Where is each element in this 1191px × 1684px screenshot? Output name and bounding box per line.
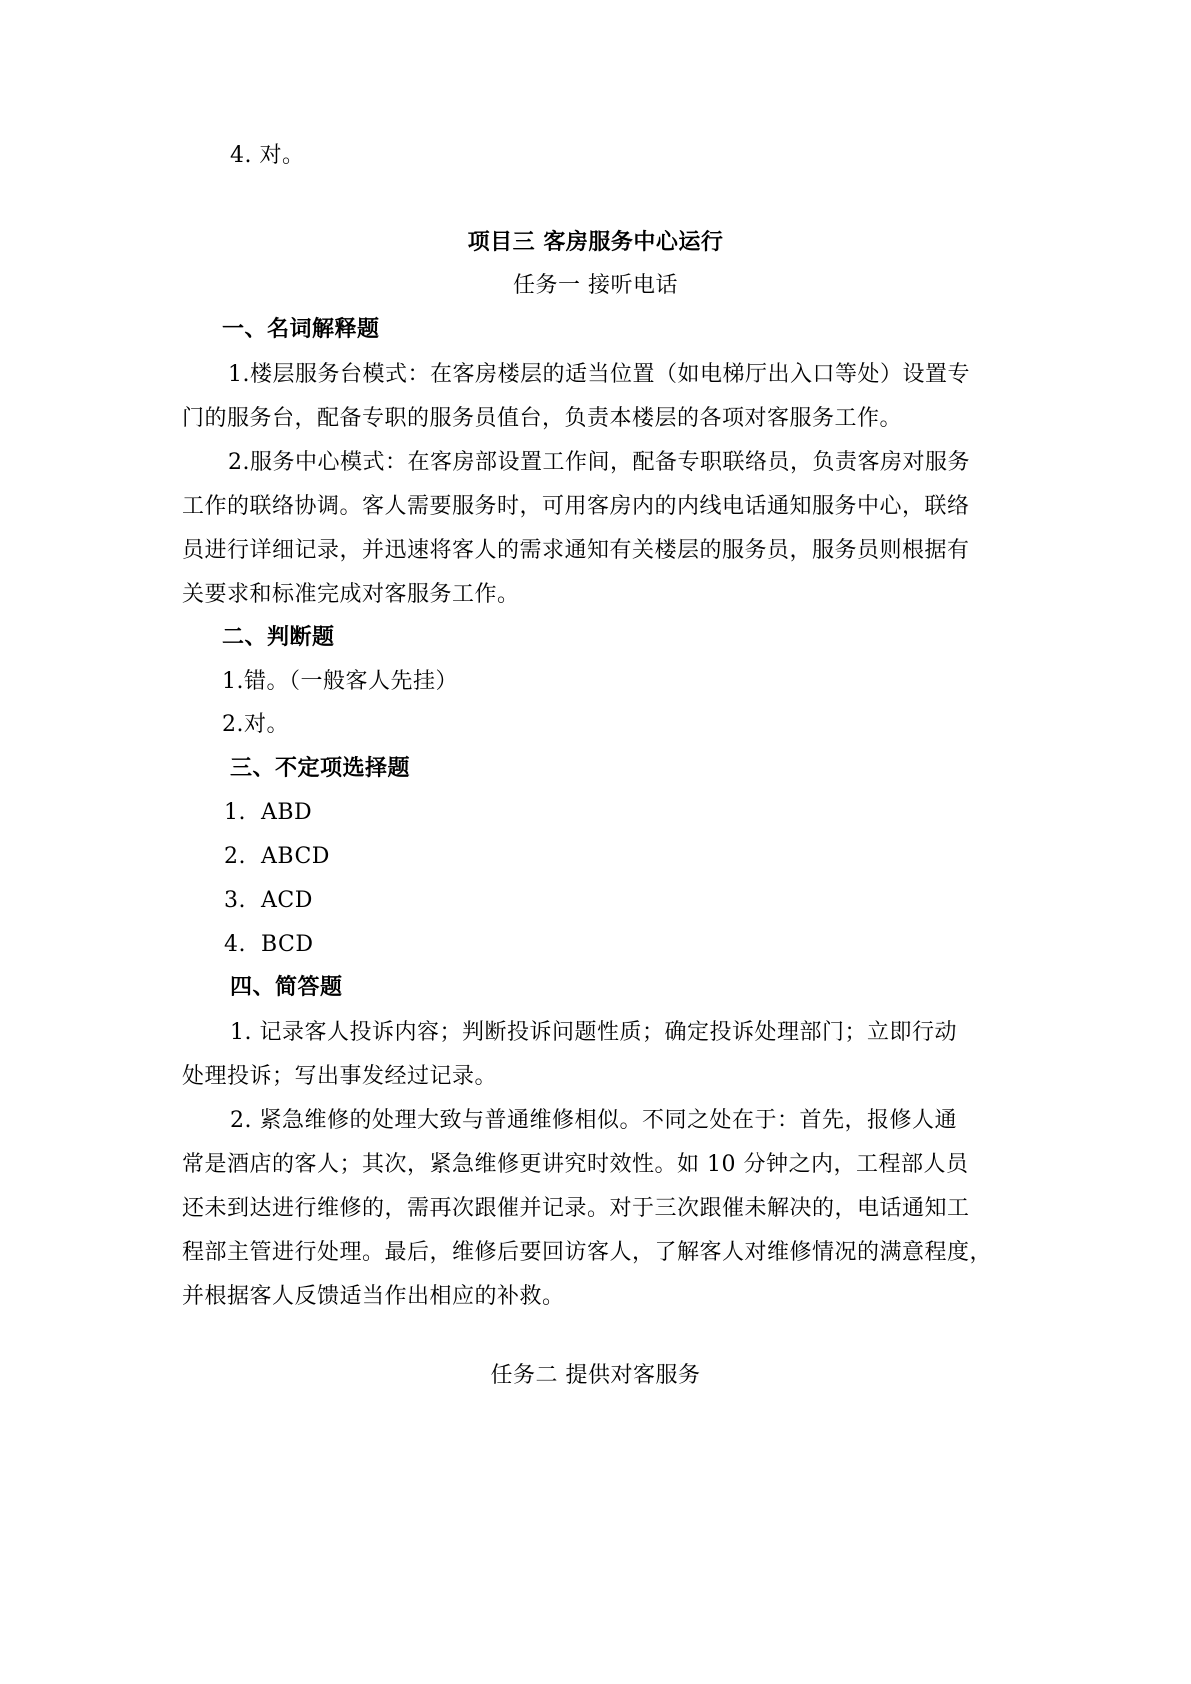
section-heading: 三、不定项选择题 bbox=[230, 756, 411, 781]
paragraph-line: 处理投诉；写出事发经过记录。 bbox=[182, 1064, 498, 1089]
paragraph-line: 并根据客人反馈适当作出相应的补救。 bbox=[182, 1284, 565, 1309]
paragraph-line: 1. 记录客人投诉内容；判断投诉问题性质；确定投诉处理部门；立即行动 bbox=[230, 1020, 957, 1045]
paragraph-line: 1.楼层服务台模式：在客房楼层的适当位置（如电梯厅出入口等处）设置专 bbox=[228, 362, 970, 387]
paragraph-line: 程部主管进行处理。最后，维修后要回访客人，了解客人对维修情况的满意程度， bbox=[182, 1240, 993, 1265]
answer-item: 3. ACD bbox=[224, 888, 313, 913]
paragraph-line: 关要求和标准完成对客服务工作。 bbox=[182, 582, 520, 607]
paragraph-line: 门的服务台，配备专职的服务员值台，负责本楼层的各项对客服务工作。 bbox=[182, 406, 903, 431]
project-title: 项目三 客房服务中心运行 bbox=[467, 230, 724, 255]
answer-item: 1. ABD bbox=[224, 800, 313, 825]
paragraph-line: 2. 紧急维修的处理大致与普通维修相似。不同之处在于：首先，报修人通 bbox=[230, 1108, 957, 1133]
task-title: 任务二 提供对客服务 bbox=[490, 1363, 701, 1388]
paragraph-line: 2.服务中心模式：在客房部设置工作间，配备专职联络员，负责客房对服务 bbox=[228, 450, 970, 475]
paragraph-line: 工作的联络协调。客人需要服务时，可用客房内的内线电话通知服务中心，联络 bbox=[182, 494, 970, 519]
section-heading: 一、名词解释题 bbox=[222, 317, 380, 342]
section-heading: 二、判断题 bbox=[222, 625, 335, 650]
answer-item: 4. 对。 bbox=[230, 143, 305, 168]
paragraph-line: 常是酒店的客人；其次，紧急维修更讲究时效性。如 10 分钟之内，工程部人员 bbox=[182, 1152, 969, 1177]
task-title: 任务一 接听电话 bbox=[513, 273, 678, 298]
section-heading: 四、简答题 bbox=[230, 975, 343, 1000]
paragraph-line: 员进行详细记录，并迅速将客人的需求通知有关楼层的服务员，服务员则根据有 bbox=[182, 538, 970, 563]
answer-item: 2.对。 bbox=[222, 712, 289, 737]
answer-item: 1.错。（一般客人先挂） bbox=[222, 669, 458, 694]
answer-item: 2. ABCD bbox=[224, 844, 330, 869]
answer-item: 4. BCD bbox=[224, 932, 314, 957]
paragraph-line: 还未到达进行维修的，需再次跟催并记录。对于三次跟催未解决的，电话通知工 bbox=[182, 1196, 970, 1221]
